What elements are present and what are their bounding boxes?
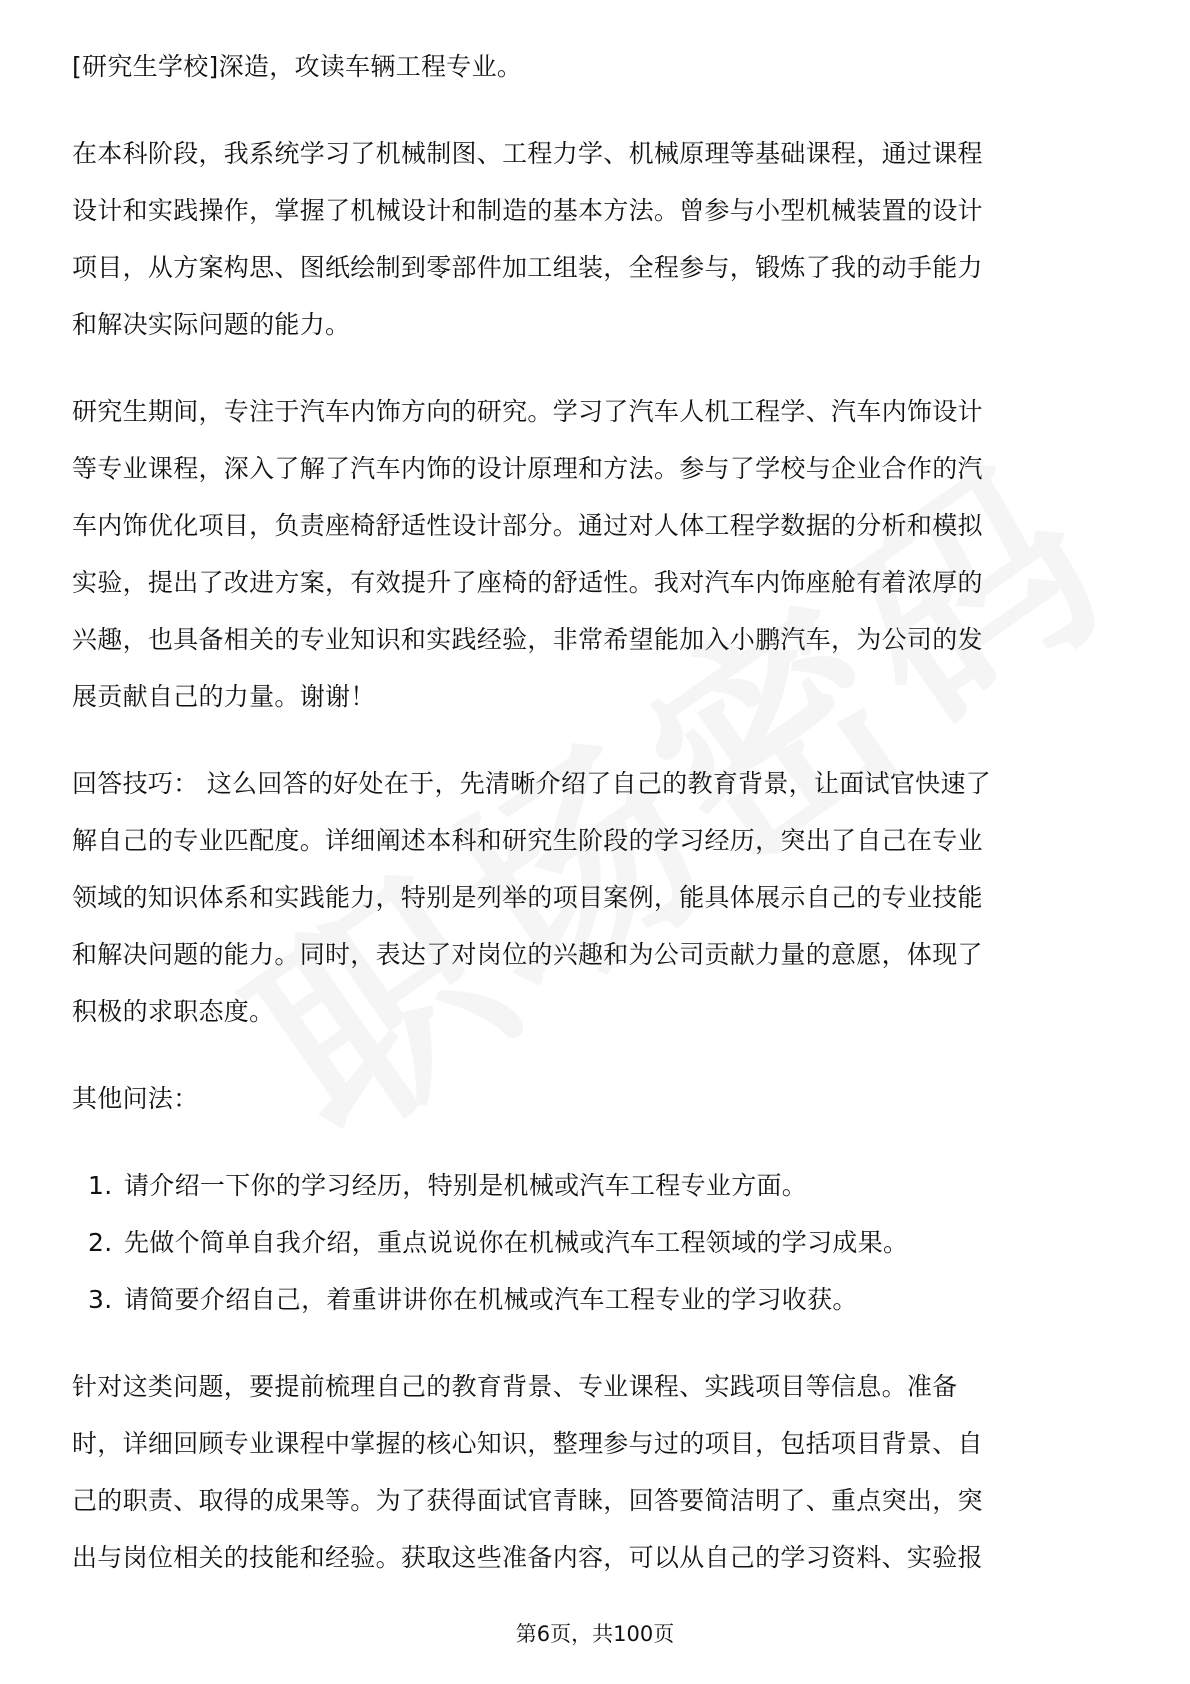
text-line: [研究生学校]深造，攻读车辆工程专业。 — [72, 52, 523, 81]
alternative-questions-list — [72, 1157, 1122, 1328]
text-line: 在本科阶段，我系统学习了机械制图、工程力学、机械原理等基础课程，通过课程 — [72, 139, 983, 168]
list-item — [72, 1214, 1122, 1271]
text-line: 等专业课程，深入了解了汽车内饰的设计原理和方法。参与了学校与企业合作的汽 — [72, 454, 983, 483]
text-line: 实验，提出了改进方案，有效提升了座椅的舒适性。我对汽车内饰座舱有着浓厚的 — [72, 568, 983, 597]
text-line: 解自己的专业匹配度。详细阐述本科和研究生阶段的学习经历，突出了自己在专业 — [72, 826, 983, 855]
list-item — [72, 1157, 1122, 1214]
document-body — [72, 38, 1122, 1586]
paragraph-graduate — [72, 383, 1122, 725]
list-text: 请介绍一下你的学习经历，特别是机械或汽车工程专业方面。 — [124, 1171, 808, 1200]
heading-other-questions — [72, 1070, 1122, 1127]
text-line: 领域的知识体系和实践能力，特别是列举的项目案例，能具体展示自己的专业技能 — [72, 883, 983, 912]
list-text: 请简要介绍自己，着重讲讲你在机械或汽车工程专业的学习收获。 — [124, 1285, 858, 1314]
text-line: 回答技巧： 这么回答的好处在于，先清晰介绍了自己的教育背景，让面试官快速了 — [72, 769, 992, 798]
list-number: 2. — [88, 1228, 113, 1257]
text-line: 和解决实际问题的能力。 — [72, 310, 351, 339]
page-footer: 第6页，共100页 — [515, 1622, 675, 1646]
text-line: 车内饰优化项目，负责座椅舒适性设计部分。通过对人体工程学数据的分析和模拟 — [72, 511, 983, 540]
list-item — [72, 1271, 1122, 1328]
text-line: 研究生期间，专注于汽车内饰方向的研究。学习了汽车人机工程学、汽车内饰设计 — [72, 397, 983, 426]
text-line: 针对这类问题，要提前梳理自己的教育背景、专业课程、实践项目等信息。准备 — [72, 1372, 958, 1401]
list-number: 1. — [88, 1171, 113, 1200]
text-line: 积极的求职态度。 — [72, 997, 275, 1026]
paragraph-intro-end — [72, 38, 1122, 95]
text-line: 展贡献自己的力量。谢谢！ — [72, 682, 376, 711]
paragraph-preparation — [72, 1358, 1122, 1586]
paragraph-undergraduate — [72, 125, 1122, 353]
list-number: 3. — [88, 1285, 113, 1314]
text-line: 和解决问题的能力。同时，表达了对岗位的兴趣和为公司贡献力量的意愿，体现了 — [72, 940, 983, 969]
paragraph-answer-tips — [72, 755, 1122, 1040]
text-line: 兴趣，也具备相关的专业知识和实践经验，非常希望能加入小鹏汽车，为公司的发 — [72, 625, 983, 654]
text-line: 出与岗位相关的技能和经验。获取这些准备内容，可以从自己的学习资料、实验报 — [72, 1543, 983, 1572]
list-text: 先做个简单自我介绍，重点说说你在机械或汽车工程领域的学习成果。 — [124, 1228, 909, 1257]
text-line: 时，详细回顾专业课程中掌握的核心知识，整理参与过的项目，包括项目背景、自 — [72, 1429, 983, 1458]
text-line: 其他问法： — [72, 1084, 199, 1113]
text-line: 设计和实践操作，掌握了机械设计和制造的基本方法。曾参与小型机械装置的设计 — [72, 196, 983, 225]
text-line: 项目，从方案构思、图纸绘制到零部件加工组装，全程参与，锻炼了我的动手能力 — [72, 253, 983, 282]
text-line: 己的职责、取得的成果等。为了获得面试官青睐，回答要简洁明了、重点突出，突 — [72, 1486, 983, 1515]
